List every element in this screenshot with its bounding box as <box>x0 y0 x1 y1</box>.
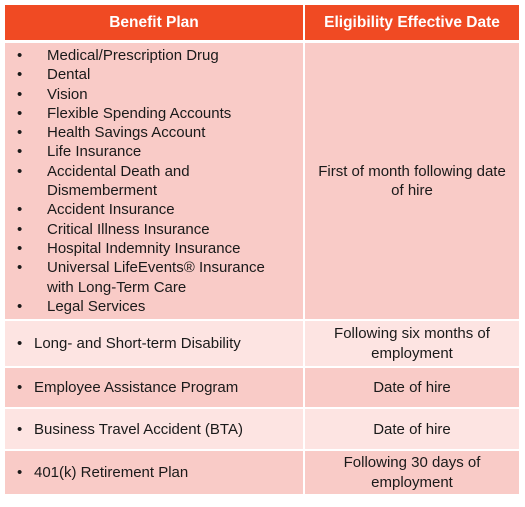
list-item: • Universal LifeEvents® Insurance with Long-Term Care <box>17 259 265 296</box>
bullet-icon: • <box>17 297 23 315</box>
list-item: • Life Insurance <box>17 143 142 161</box>
benefit-list <box>5 43 303 319</box>
bullet-icon: • <box>17 259 23 277</box>
table-row <box>5 451 519 496</box>
benefit-plan-cell: • Employee Assistance Program <box>5 368 305 409</box>
eligibility-cell: Date of hire <box>305 368 519 409</box>
benefits-table <box>5 5 519 496</box>
table-row <box>5 409 519 451</box>
bullet-icon: • <box>17 104 23 122</box>
benefit-plan-cell: • Long- and Short-term Disability <box>5 321 305 368</box>
eligibility-cell: Following six months of employment <box>305 321 519 368</box>
list-item: • Critical Illness Insurance <box>17 220 210 238</box>
bullet-icon: • <box>17 124 23 142</box>
bullet-icon: • <box>17 66 23 84</box>
list-item: • Hospital Indemnity Insurance <box>17 239 241 257</box>
list-item: • Accidental Death and Dismemberment <box>17 162 190 200</box>
list-item: • Legal Services <box>17 297 146 315</box>
bullet-icon: • <box>17 85 23 103</box>
bullet-icon: • <box>17 201 23 219</box>
bullet-icon: • <box>17 464 23 481</box>
bullet-icon: • <box>17 162 23 180</box>
eligibility-cell: First of month following date of hire <box>305 43 519 321</box>
list-item: • Medical/Prescription Drug <box>17 47 219 64</box>
list-item: • Accident Insurance <box>17 201 175 219</box>
header-eligibility-date: Eligibility Effective Date <box>305 5 519 43</box>
benefit-plan-cell: • Business Travel Accident (BTA) <box>5 409 305 451</box>
table-row <box>5 43 519 321</box>
table-row <box>5 368 519 409</box>
list-item: • Flexible Spending Accounts <box>17 104 232 122</box>
bullet-icon: • <box>17 239 23 257</box>
bullet-icon: • <box>17 420 23 438</box>
table-row <box>5 321 519 368</box>
eligibility-cell: Following 30 days of employment <box>305 451 519 496</box>
header-benefit-plan: Benefit Plan <box>5 5 305 43</box>
eligibility-cell: Date of hire <box>305 409 519 451</box>
bullet-icon: • <box>17 143 23 161</box>
benefit-plan-cell: • 401(k) Retirement Plan <box>5 451 305 496</box>
bullet-icon: • <box>17 47 23 64</box>
table-header-row <box>5 5 519 43</box>
bullet-icon: • <box>17 379 23 396</box>
list-item: • Vision <box>17 85 88 103</box>
list-item: • Dental <box>17 66 91 84</box>
list-item: • Health Savings Account <box>17 124 206 142</box>
bullet-icon: • <box>17 220 23 238</box>
benefit-plan-cell <box>5 43 305 321</box>
bullet-icon: • <box>17 335 23 352</box>
